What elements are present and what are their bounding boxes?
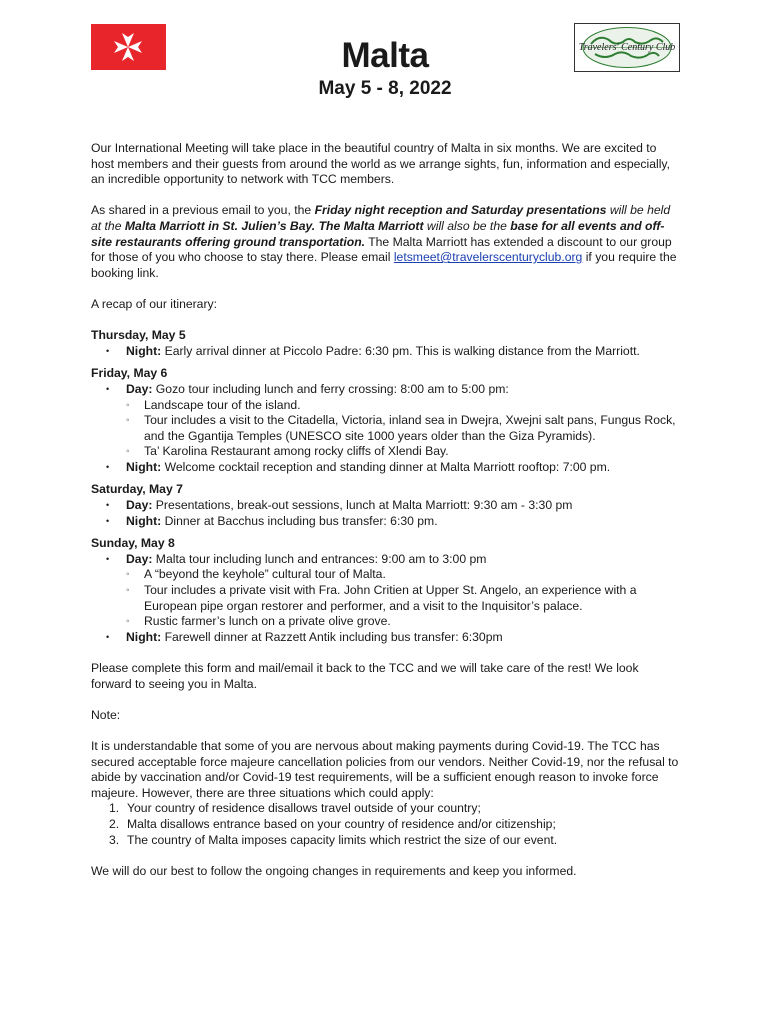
night-label: Night:	[126, 513, 162, 528]
shared-text-3: will also be the	[423, 218, 511, 233]
night-text: Early arrival dinner at Piccolo Padre: 6:30 pm. This is walking distance from the Marriott.	[161, 343, 640, 358]
covid-paragraph: It is understandable that some of you are nervous about making payments during Covid-19. The TCC has secured acceptable force majeure cancellation policies from our vendors. Neither Covid-19, nor the refusal to abide by vaccination and/or Covid-19 test requirements, will be a sufficient enough reason to invoke force majeure. However, there are three situations which could apply:	[91, 738, 679, 800]
list-item	[91, 801, 681, 817]
thursday-list	[91, 344, 681, 360]
day-label: Day:	[126, 551, 153, 566]
shared-bold-2: Malta Marriott in St. Julien’s Bay. The Malta Marriott	[124, 218, 424, 233]
intro-paragraph: Our International Meeting will take place in the beautiful country of Malta in six months. We are excited to host members and their guests from around the world as we arrange sights, fun, information and especially, an incredible opportunity to network with TCC members.	[91, 141, 670, 187]
night-text: Farewell dinner at Razzett Antik including bus transfer: 6:30pm	[161, 629, 503, 644]
item-number: 1.	[109, 801, 120, 816]
sub-item: ◦ Rustic farmer’s lunch on a private olive grove.	[126, 614, 681, 630]
day-heading-sunday: Sunday, May 8	[91, 536, 175, 551]
night-text: Welcome cocktail reception and standing dinner at Malta Marriott rooftop: 7:00 pm.	[161, 459, 611, 474]
night-label: Night:	[126, 343, 162, 358]
shared-text-1: As shared in a previous email to you, the	[91, 203, 315, 218]
list-item	[91, 833, 681, 849]
day-heading-thursday: Thursday, May 5	[91, 328, 186, 343]
item-text: The country of Malta imposes capacity limits which restrict the size of our event.	[127, 832, 558, 847]
sunday-list	[91, 552, 681, 646]
email-link[interactable]: letsmeet@travelerscenturyclub.org	[393, 250, 583, 265]
item-number: 2.	[109, 816, 120, 831]
shared-bold-3: base for all events and off-site restaurants offering ground transportation.	[91, 218, 665, 249]
event-date: May 5 - 8, 2022	[318, 78, 452, 99]
friday-sublist	[126, 398, 681, 460]
sub-item: ◦ Tour includes a visit to the Citadella, Victoria, inland sea in Dwejra, Xwejni salt pans, Fungus Rock, and the Ggantija Temples (UNESCO site 1000 years older than the Giza Pyramids).	[126, 413, 681, 444]
shared-bold-1: Friday night reception and Saturday presentations	[314, 203, 607, 218]
item-number: 3.	[109, 832, 120, 847]
recap-line: A recap of our itinerary:	[91, 296, 217, 311]
list-item	[91, 630, 681, 646]
list-item	[91, 817, 681, 833]
list-item	[91, 460, 681, 476]
sunday-sublist	[126, 567, 681, 629]
list-item	[91, 498, 681, 514]
sub-item: ◦ Landscape tour of the island.	[126, 398, 681, 414]
day-label: Day:	[126, 381, 153, 396]
item-text: Malta disallows entrance based on your country of residence and/or citizenship;	[127, 816, 556, 831]
sub-item: ◦ Ta’ Karolina Restaurant among rocky cliffs of Xlendi Bay.	[126, 444, 681, 460]
night-label: Night:	[126, 459, 162, 474]
logo-text: Travelers' Century Club	[578, 42, 676, 53]
list-item	[91, 344, 681, 360]
item-text: Your country of residence disallows travel outside of your country;	[127, 801, 481, 816]
saturday-list	[91, 498, 681, 529]
note-label: Note:	[91, 707, 121, 722]
shared-paragraph	[91, 203, 681, 281]
day-text: Malta tour including lunch and entrances: 9:00 am to 3:00 pm	[152, 551, 487, 566]
situations-list	[91, 801, 681, 848]
sub-item: ◦ Tour includes a private visit with Fra. John Critien at Upper St. Angelo, an experience with a European pipe organ restorer and performer, and a visit to the Inquisitor’s palace.	[126, 583, 681, 614]
shared-text-5: if you require the booking link.	[91, 250, 677, 280]
list-item	[91, 552, 681, 630]
closing-paragraph: We will do our best to follow the ongoing changes in requirements and keep you informed.	[91, 863, 577, 878]
list-item	[91, 514, 681, 530]
day-heading-saturday: Saturday, May 7	[91, 482, 183, 497]
letter-body	[91, 141, 681, 895]
night-label: Night:	[126, 629, 162, 644]
page-title: Malta	[341, 36, 429, 75]
day-text: Gozo tour including lunch and ferry crossing: 8:00 am to 5:00 pm:	[152, 381, 509, 396]
day-text: Presentations, break-out sessions, lunch at Malta Marriott: 9:30 am - 3:30 pm	[152, 498, 573, 513]
list-item	[91, 382, 681, 460]
day-label: Day:	[126, 498, 153, 513]
day-heading-friday: Friday, May 6	[91, 366, 168, 381]
friday-list	[91, 382, 681, 476]
shared-text-4: The Malta Marriott has extended a discount to our group for those of you who choose to stay there. Please email	[91, 234, 672, 265]
shared-text-2: will be held at the	[91, 203, 671, 233]
complete-paragraph: Please complete this form and mail/email it back to the TCC and we will take care of the rest! We look forward to seeing you in Malta.	[91, 661, 639, 691]
night-text: Dinner at Bacchus including bus transfer: 6:30 pm.	[161, 513, 438, 528]
sub-item: ◦ A “beyond the keyhole” cultural tour of Malta.	[126, 567, 681, 583]
